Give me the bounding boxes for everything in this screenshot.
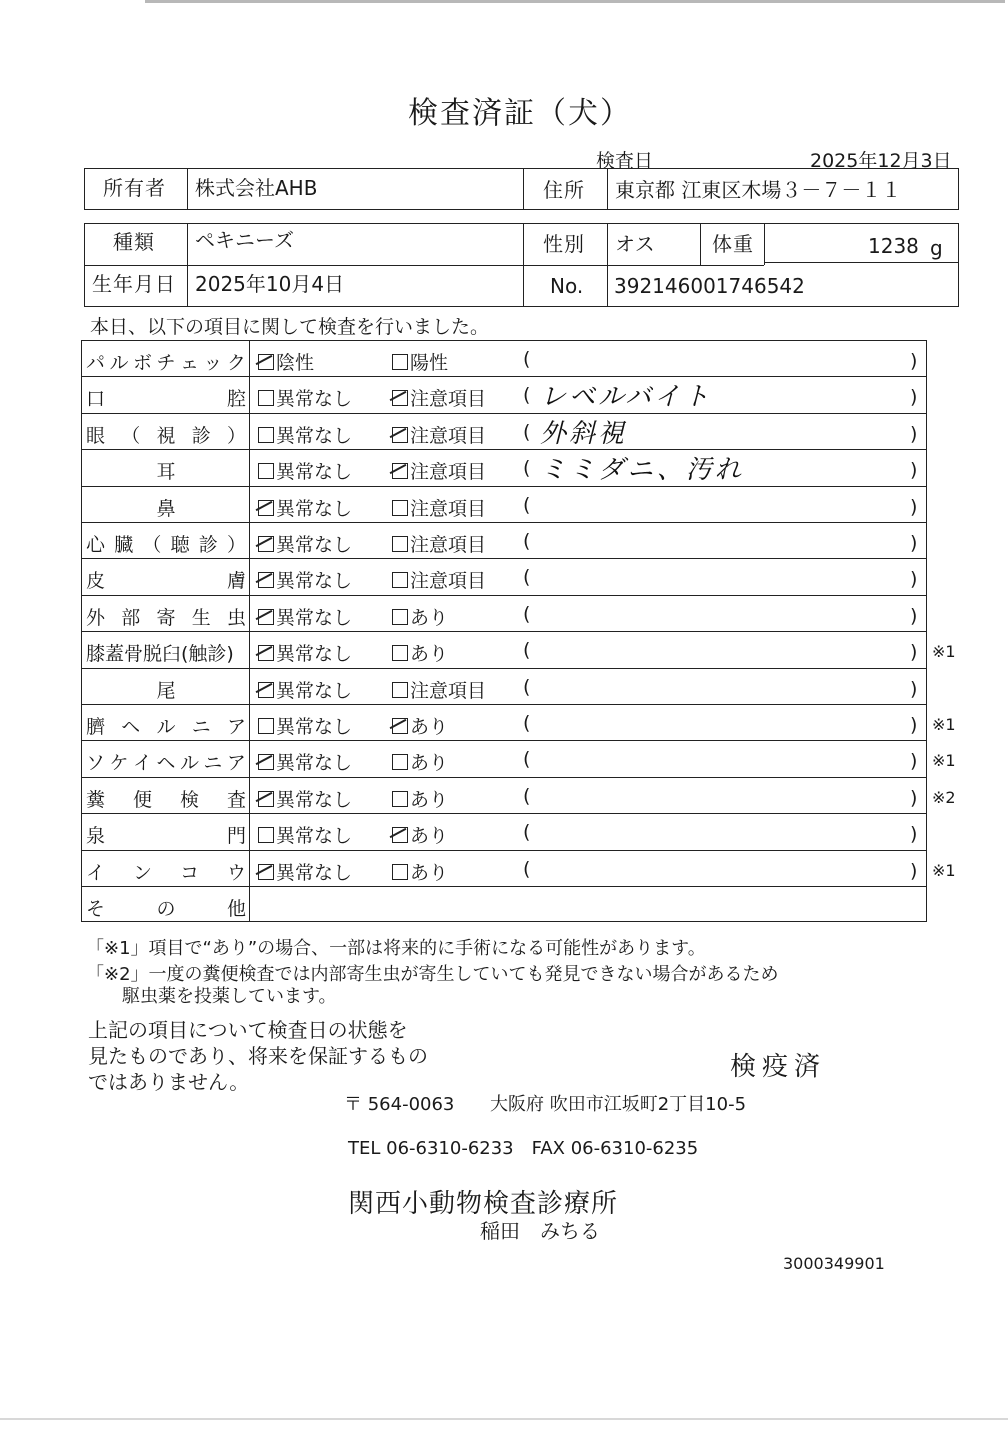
checkbox[interactable]	[258, 609, 274, 625]
option-label: 注意項目	[410, 461, 487, 484]
row-label: 尾	[156, 679, 176, 702]
option-label: 異常なし	[276, 497, 353, 520]
option-2[interactable]	[392, 858, 448, 885]
quarantine-stamp: 検疫済	[730, 1052, 827, 1082]
footnote-2-cont: 駆虫薬を投薬しています。	[122, 986, 337, 1007]
checkbox[interactable]	[392, 463, 408, 479]
divider	[607, 223, 608, 307]
option-label: 注意項目	[410, 570, 487, 593]
option-label: 陽性	[410, 352, 449, 374]
disclaimer-line-3: ではありません。	[88, 1070, 250, 1094]
option-2[interactable]	[392, 384, 486, 411]
footnote-2: 「※2」一度の糞便検査では内部寄生虫が寄生していても発見できない場合があるため	[86, 964, 779, 985]
paren-close: )	[910, 714, 918, 736]
option-1[interactable]	[258, 858, 352, 885]
divider	[81, 668, 927, 669]
option-label: 異常なし	[276, 716, 353, 738]
footnote-marker: ※1	[932, 642, 956, 662]
paren-open: (	[523, 384, 531, 407]
option-2[interactable]	[392, 566, 486, 593]
option-label: 異常なし	[276, 643, 353, 666]
paren-close: )	[910, 677, 918, 700]
checkbox[interactable]	[258, 390, 274, 406]
row-label: 糞 便 検 査	[86, 788, 246, 811]
number-label: No.	[550, 274, 584, 298]
divider	[81, 704, 927, 705]
divider	[81, 376, 927, 377]
option-label: 陰性	[276, 352, 315, 374]
checkbox[interactable]	[392, 754, 408, 770]
breed-label: 種類	[113, 230, 155, 254]
option-label: 異常なし	[276, 388, 353, 411]
option-label: 異常なし	[276, 861, 353, 884]
divider	[81, 850, 927, 851]
option-label: 注意項目	[410, 679, 487, 702]
row-label: 膝蓋骨脱臼(触診)	[86, 643, 234, 666]
checkbox[interactable]	[392, 572, 408, 588]
paren-close: )	[910, 786, 918, 809]
divider	[187, 168, 188, 210]
checkbox[interactable]	[258, 827, 274, 843]
checkbox[interactable]	[258, 354, 274, 370]
option-label: 注意項目	[410, 388, 487, 411]
paren-close: )	[910, 859, 918, 882]
checkbox[interactable]	[392, 500, 408, 516]
clinic-address: 大阪府 吹田市江坂町2丁目10-5	[490, 1094, 747, 1115]
option-label: 異常なし	[276, 825, 353, 848]
option-label: 異常なし	[276, 570, 353, 593]
paren-close: )	[910, 350, 918, 372]
footnote-marker: ※1	[932, 715, 956, 734]
row-label: 眼 （ 視 診 ）	[86, 424, 246, 447]
paren-close: )	[910, 459, 918, 482]
paren-open: (	[523, 493, 531, 516]
handwritten-note: 外斜視	[540, 418, 628, 449]
divider	[81, 486, 927, 487]
option-2[interactable]	[392, 348, 448, 375]
checkbox[interactable]	[258, 427, 274, 443]
option-2[interactable]	[392, 748, 448, 775]
paren-open: (	[523, 821, 531, 844]
option-label: 注意項目	[410, 534, 487, 556]
option-1[interactable]	[258, 821, 352, 848]
paren-open: (	[523, 748, 531, 771]
divider	[81, 813, 927, 814]
option-label: あり	[410, 643, 449, 666]
divider	[81, 522, 927, 523]
paren-open: (	[523, 857, 531, 880]
paren-close: )	[910, 422, 918, 445]
divider	[84, 265, 764, 266]
birthdate-value: 2025年10月4日	[195, 272, 345, 296]
row-label: イ ン コ ウ	[86, 861, 246, 884]
option-2[interactable]	[392, 421, 486, 448]
clinic-contact: TEL 06-6310-6233 FAX 06-6310-6235	[348, 1138, 699, 1159]
option-1[interactable]	[258, 712, 352, 739]
row-label: 臍 ヘ ル ニ ア	[86, 716, 246, 738]
divider	[81, 449, 927, 450]
divider	[81, 777, 927, 778]
row-label: 鼻	[156, 497, 176, 520]
veterinarian-name: 稲田 みちる	[480, 1219, 600, 1243]
option-1[interactable]	[258, 785, 352, 812]
breed-value: ペキニーズ	[195, 228, 294, 252]
option-label: 異常なし	[276, 461, 353, 484]
option-label: あり	[410, 752, 449, 775]
checkbox[interactable]	[258, 718, 274, 734]
scan-top-edge	[145, 0, 1005, 3]
option-label: 注意項目	[410, 497, 487, 520]
checkbox[interactable]	[392, 645, 408, 661]
document-number: 3000349901	[783, 1254, 885, 1273]
checkbox[interactable]	[258, 536, 274, 552]
option-label: あり	[410, 788, 449, 811]
paren-close: )	[910, 641, 918, 664]
clinic-name: 関西小動物検査診療所	[348, 1189, 619, 1219]
row-label: 心 臓 （ 聴 診 ）	[86, 534, 246, 556]
row-label: 耳	[156, 461, 176, 484]
checkbox[interactable]	[392, 609, 408, 625]
option-label: あり	[410, 825, 449, 848]
row-label: ソ ケ イ ヘ ル ニ ア	[86, 752, 246, 775]
option-label: あり	[410, 861, 449, 884]
paren-close: )	[910, 750, 918, 773]
paren-open: (	[523, 639, 531, 662]
option-1[interactable]	[258, 348, 314, 375]
option-label: 異常なし	[276, 679, 353, 702]
option-2[interactable]	[392, 639, 448, 666]
footnote-marker: ※2	[932, 787, 956, 807]
weight-label: 体重	[712, 232, 754, 256]
option-1[interactable]	[258, 748, 352, 775]
option-2[interactable]	[392, 603, 448, 630]
handwritten-note: レベルバイト	[540, 382, 713, 413]
footnote-marker: ※1	[932, 751, 956, 771]
option-1[interactable]	[258, 457, 352, 484]
checkbox[interactable]	[392, 390, 408, 406]
option-1[interactable]	[258, 494, 352, 521]
handwritten-note: ミミダニ、汚れ	[540, 455, 744, 486]
option-2[interactable]	[392, 785, 448, 812]
exam-date-value: 2025年12月3日	[810, 150, 952, 172]
paren-close: )	[910, 604, 918, 627]
birthdate-label: 生年月日	[92, 272, 176, 296]
postal-code: 〒 564-0063	[344, 1094, 455, 1115]
option-1[interactable]	[258, 530, 352, 557]
divider	[187, 223, 188, 307]
option-2[interactable]	[392, 712, 448, 739]
number-value: 392146001746542	[614, 274, 805, 298]
checkbox[interactable]	[392, 864, 408, 880]
checkbox[interactable]	[258, 500, 274, 516]
paren-open: (	[523, 457, 531, 480]
option-label: 異常なし	[276, 788, 353, 811]
row-label: パ ル ボ チ ェ ッ ク	[86, 352, 246, 374]
option-1[interactable]	[258, 603, 352, 630]
option-1[interactable]	[258, 421, 352, 448]
checkbox[interactable]	[258, 864, 274, 880]
checkbox[interactable]	[258, 791, 274, 807]
disclaimer-line-1: 上記の項目について検査日の状態を	[88, 1018, 408, 1042]
divider	[81, 595, 927, 596]
option-label: 異常なし	[276, 424, 353, 447]
option-1[interactable]	[258, 384, 352, 411]
footnote-marker: ※1	[932, 860, 956, 880]
divider	[81, 886, 927, 887]
divider	[700, 223, 701, 265]
option-label: 異常なし	[276, 534, 353, 556]
paren-open: (	[523, 420, 531, 443]
option-2[interactable]	[392, 530, 486, 557]
checkbox[interactable]	[392, 427, 408, 443]
checkbox[interactable]	[258, 572, 274, 588]
option-2[interactable]	[392, 821, 448, 848]
paren-close: )	[910, 823, 918, 846]
paren-open: (	[523, 348, 531, 370]
scan-bottom-edge	[0, 1418, 1008, 1420]
row-label: 泉 門	[86, 825, 246, 848]
paren-open: (	[523, 675, 531, 698]
owner-value: 株式会社AHB	[195, 176, 318, 200]
paren-close: )	[910, 568, 918, 591]
divider	[81, 740, 927, 741]
divider	[523, 168, 524, 210]
paren-open: (	[523, 566, 531, 589]
paren-open: (	[523, 712, 531, 734]
weight-value: 1238	[868, 234, 919, 258]
option-label: 異常なし	[276, 606, 353, 629]
exam-date-label: 検査日	[596, 150, 654, 172]
paren-close: )	[910, 495, 918, 518]
row-label: 外 部 寄 生 虫	[86, 606, 246, 629]
option-2[interactable]	[392, 494, 486, 521]
checkbox[interactable]	[258, 682, 274, 698]
checkbox[interactable]	[392, 827, 408, 843]
paren-open: (	[523, 784, 531, 807]
address-label: 住所	[543, 178, 585, 202]
owner-label: 所有者	[103, 176, 166, 200]
paren-open: (	[523, 530, 531, 552]
weight-unit: g	[930, 236, 943, 260]
row-label: 皮 膚	[86, 570, 246, 593]
intro-text: 本日、以下の項目に関して検査を行いました。	[90, 316, 490, 338]
checkbox[interactable]	[392, 791, 408, 807]
divider	[81, 558, 927, 559]
sex-value: オス	[615, 232, 655, 256]
divider	[81, 631, 927, 632]
option-label: あり	[410, 606, 449, 629]
option-2[interactable]	[392, 457, 486, 484]
checkbox[interactable]	[258, 463, 274, 479]
option-1[interactable]	[258, 676, 352, 703]
footnote-1: 「※1」項目で“あり”の場合、一部は将来的に手術になる可能性があります。	[86, 938, 706, 959]
disclaimer-line-2: 見たものであり、将来を保証するもの	[88, 1044, 428, 1068]
option-label: 注意項目	[410, 424, 487, 447]
checkbox[interactable]	[392, 718, 408, 734]
option-2[interactable]	[392, 676, 486, 703]
option-1[interactable]	[258, 639, 352, 666]
option-label: 異常なし	[276, 752, 353, 775]
checkbox[interactable]	[392, 682, 408, 698]
row-label-other: そ の 他	[86, 898, 246, 920]
paren-close: )	[910, 386, 918, 409]
divider	[523, 223, 524, 307]
checkbox[interactable]	[392, 536, 408, 552]
checkbox[interactable]	[258, 754, 274, 770]
address-value: 東京都 江東区木場３－７－１１	[615, 178, 902, 202]
divider	[81, 413, 927, 414]
divider	[607, 168, 608, 210]
checkbox[interactable]	[258, 645, 274, 661]
document-title: 検査済証（犬）	[408, 96, 632, 131]
row-label: 口 腔	[86, 388, 246, 411]
option-label: あり	[410, 716, 449, 738]
divider	[764, 262, 959, 263]
paren-open: (	[523, 602, 531, 625]
checkbox[interactable]	[392, 354, 408, 370]
option-1[interactable]	[258, 566, 352, 593]
sex-label: 性別	[543, 232, 585, 256]
paren-close: )	[910, 532, 918, 554]
divider	[764, 223, 765, 265]
